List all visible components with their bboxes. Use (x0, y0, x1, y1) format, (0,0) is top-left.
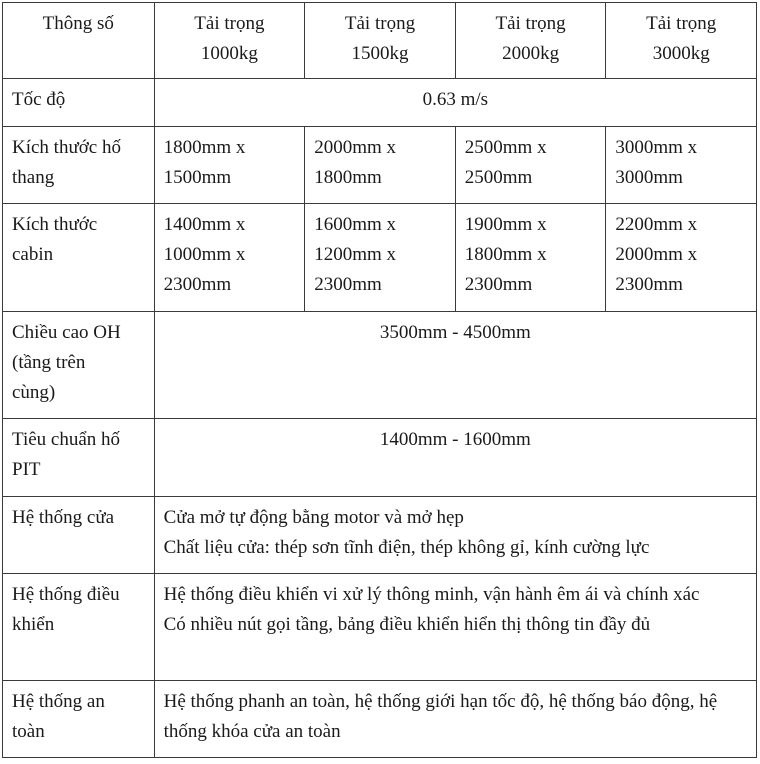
header-load-1000: Tải trọng 1000kg (154, 3, 305, 79)
control-label: Hệ thống điều khiển (3, 574, 155, 681)
speed-value: 0.63 m/s (154, 79, 756, 127)
cabin-value-1500: 1600mm x 1200mm x 2300mm (305, 204, 456, 312)
header-load-3000: Tải trọng 3000kg (606, 3, 757, 79)
header-param: Thông số (3, 3, 155, 79)
oh-value: 3500mm - 4500mm (154, 312, 756, 419)
door-row (3, 497, 757, 574)
cabin-label: Kích thước cabin (3, 204, 155, 312)
shaft-label: Kích thước hố thang (3, 127, 155, 204)
shaft-value-3000: 3000mm x 3000mm (606, 127, 757, 204)
control-value: Hệ thống điều khiển vi xử lý thông minh, vận hành êm ái và chính xác Có nhiều nút gọi tầng, bảng điều khiển hiển thị thông tin đầy đủ (154, 574, 756, 681)
speed-label: Tốc độ (3, 79, 155, 127)
door-value: Cửa mở tự động bằng motor và mở hẹp Chất liệu cửa: thép sơn tĩnh điện, thép không gỉ, kính cường lực (154, 497, 756, 574)
pit-label: Tiêu chuẩn hố PIT (3, 419, 155, 497)
speed-row (3, 79, 757, 127)
cabin-value-2000: 1900mm x 1800mm x 2300mm (455, 204, 606, 312)
safety-label: Hệ thống an toàn (3, 681, 155, 758)
header-load-1500: Tải trọng 1500kg (305, 3, 456, 79)
safety-row (3, 681, 757, 758)
shaft-row (3, 127, 757, 204)
oh-label: Chiều cao OH (tầng trên cùng) (3, 312, 155, 419)
pit-row (3, 419, 757, 497)
shaft-value-2000: 2500mm x 2500mm (455, 127, 606, 204)
elevator-spec-table (2, 2, 757, 758)
shaft-value-1000: 1800mm x 1500mm (154, 127, 305, 204)
shaft-value-1500: 2000mm x 1800mm (305, 127, 456, 204)
control-row (3, 574, 757, 681)
pit-value: 1400mm - 1600mm (154, 419, 756, 497)
oh-row (3, 312, 757, 419)
header-row (3, 3, 757, 79)
safety-value: Hệ thống phanh an toàn, hệ thống giới hạn tốc độ, hệ thống báo động, hệ thống khóa cửa an toàn (154, 681, 756, 758)
cabin-value-3000: 2200mm x 2000mm x 2300mm (606, 204, 757, 312)
cabin-value-1000: 1400mm x 1000mm x 2300mm (154, 204, 305, 312)
cabin-row (3, 204, 757, 312)
door-label: Hệ thống cửa (3, 497, 155, 574)
header-load-2000: Tải trọng 2000kg (455, 3, 606, 79)
